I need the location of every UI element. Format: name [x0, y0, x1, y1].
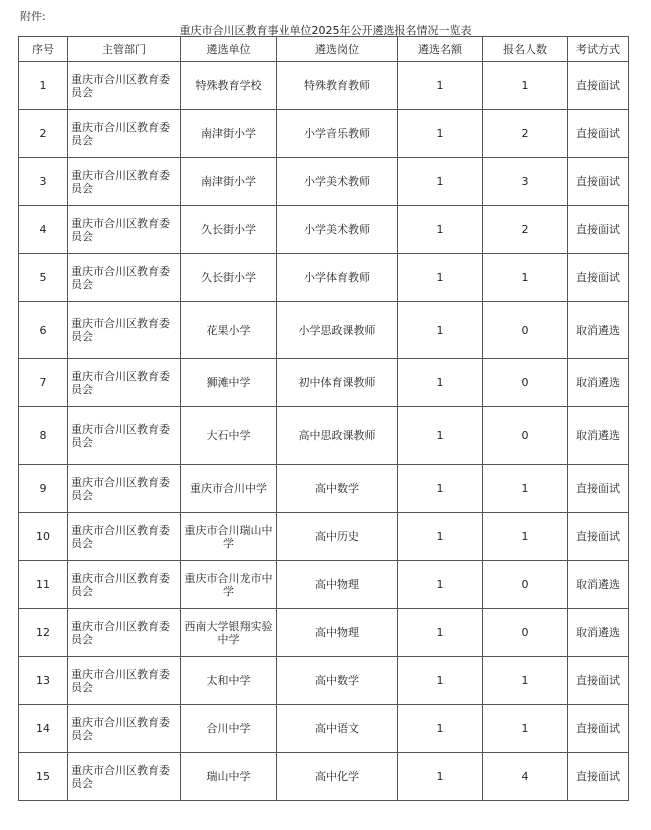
cell-applicants: 1: [483, 62, 568, 110]
cell-post: 小学体育教师: [277, 254, 398, 302]
table-row: [19, 62, 629, 110]
cell-quota: 1: [398, 609, 483, 657]
cell-serial: 5: [19, 254, 68, 302]
table-row: [19, 753, 629, 801]
cell-serial: 1: [19, 62, 68, 110]
cell-department: 重庆市合川区教育委员会: [68, 158, 181, 206]
cell-unit: 西南大学银翔实验中学: [181, 609, 277, 657]
cell-serial: 2: [19, 110, 68, 158]
cell-unit: 久长街小学: [181, 254, 277, 302]
cell-applicants: 1: [483, 254, 568, 302]
cell-department: 重庆市合川区教育委员会: [68, 465, 181, 513]
cell-exam-method: 直接面试: [568, 753, 629, 801]
cell-unit: 瑞山中学: [181, 753, 277, 801]
cell-quota: 1: [398, 753, 483, 801]
cell-department: 重庆市合川区教育委员会: [68, 705, 181, 753]
table-row: [19, 657, 629, 705]
table-row: [19, 407, 629, 465]
table-body: [19, 62, 629, 801]
cell-unit: 久长街小学: [181, 206, 277, 254]
table-header-row: [19, 37, 629, 62]
cell-post: 高中物理: [277, 561, 398, 609]
cell-department: 重庆市合川区教育委员会: [68, 657, 181, 705]
cell-unit: 重庆市合川中学: [181, 465, 277, 513]
cell-department: 重庆市合川区教育委员会: [68, 62, 181, 110]
table-row: [19, 206, 629, 254]
cell-applicants: 0: [483, 407, 568, 465]
cell-quota: 1: [398, 110, 483, 158]
cell-post: 特殊教育教师: [277, 62, 398, 110]
header-applicants: 报名人数: [483, 37, 568, 62]
cell-unit: 狮滩中学: [181, 359, 277, 407]
header-department: 主管部门: [68, 37, 181, 62]
table-row: [19, 513, 629, 561]
cell-exam-method: 直接面试: [568, 705, 629, 753]
cell-department: 重庆市合川区教育委员会: [68, 753, 181, 801]
cell-unit: 重庆市合川龙市中学: [181, 561, 277, 609]
cell-quota: 1: [398, 705, 483, 753]
cell-quota: 1: [398, 254, 483, 302]
table-row: [19, 302, 629, 359]
cell-post: 高中语文: [277, 705, 398, 753]
table-row: [19, 705, 629, 753]
table-row: [19, 110, 629, 158]
cell-quota: 1: [398, 359, 483, 407]
cell-unit: 合川中学: [181, 705, 277, 753]
cell-exam-method: 取消遴选: [568, 561, 629, 609]
cell-applicants: 4: [483, 753, 568, 801]
cell-applicants: 2: [483, 110, 568, 158]
cell-quota: 1: [398, 158, 483, 206]
table-row: [19, 561, 629, 609]
cell-quota: 1: [398, 302, 483, 359]
cell-applicants: 0: [483, 302, 568, 359]
cell-department: 重庆市合川区教育委员会: [68, 302, 181, 359]
cell-applicants: 0: [483, 561, 568, 609]
cell-serial: 4: [19, 206, 68, 254]
cell-serial: 12: [19, 609, 68, 657]
header-post: 遴选岗位: [277, 37, 398, 62]
cell-serial: 7: [19, 359, 68, 407]
cell-unit: 南津街小学: [181, 110, 277, 158]
table-row: [19, 359, 629, 407]
cell-post: 初中体育课教师: [277, 359, 398, 407]
cell-serial: 15: [19, 753, 68, 801]
cell-post: 小学音乐教师: [277, 110, 398, 158]
cell-serial: 14: [19, 705, 68, 753]
cell-unit: 重庆市合川瑞山中学: [181, 513, 277, 561]
cell-post: 高中数学: [277, 657, 398, 705]
header-quota: 遴选名额: [398, 37, 483, 62]
cell-department: 重庆市合川区教育委员会: [68, 206, 181, 254]
cell-quota: 1: [398, 407, 483, 465]
cell-department: 重庆市合川区教育委员会: [68, 254, 181, 302]
cell-quota: 1: [398, 561, 483, 609]
cell-department: 重庆市合川区教育委员会: [68, 609, 181, 657]
cell-department: 重庆市合川区教育委员会: [68, 407, 181, 465]
cell-department: 重庆市合川区教育委员会: [68, 513, 181, 561]
cell-quota: 1: [398, 657, 483, 705]
cell-unit: 南津街小学: [181, 158, 277, 206]
table-row: [19, 254, 629, 302]
cell-serial: 6: [19, 302, 68, 359]
cell-post: 高中历史: [277, 513, 398, 561]
cell-applicants: 2: [483, 206, 568, 254]
cell-exam-method: 直接面试: [568, 513, 629, 561]
table-row: [19, 465, 629, 513]
cell-post: 高中思政课教师: [277, 407, 398, 465]
cell-post: 高中数学: [277, 465, 398, 513]
header-exam-method: 考试方式: [568, 37, 629, 62]
cell-serial: 11: [19, 561, 68, 609]
cell-exam-method: 直接面试: [568, 62, 629, 110]
cell-quota: 1: [398, 62, 483, 110]
cell-applicants: 0: [483, 609, 568, 657]
cell-quota: 1: [398, 513, 483, 561]
cell-applicants: 1: [483, 513, 568, 561]
cell-post: 小学美术教师: [277, 158, 398, 206]
cell-serial: 8: [19, 407, 68, 465]
cell-department: 重庆市合川区教育委员会: [68, 110, 181, 158]
cell-exam-method: 直接面试: [568, 465, 629, 513]
cell-exam-method: 取消遴选: [568, 359, 629, 407]
cell-applicants: 3: [483, 158, 568, 206]
attachment-label: 附件:: [20, 10, 46, 23]
cell-exam-method: 直接面试: [568, 254, 629, 302]
cell-exam-method: 取消遴选: [568, 609, 629, 657]
cell-quota: 1: [398, 465, 483, 513]
cell-department: 重庆市合川区教育委员会: [68, 359, 181, 407]
cell-post: 高中化学: [277, 753, 398, 801]
cell-unit: 花果小学: [181, 302, 277, 359]
cell-exam-method: 取消遴选: [568, 302, 629, 359]
header-serial: 序号: [19, 37, 68, 62]
cell-exam-method: 取消遴选: [568, 407, 629, 465]
cell-applicants: 0: [483, 359, 568, 407]
cell-post: 小学思政课教师: [277, 302, 398, 359]
table-row: [19, 609, 629, 657]
cell-applicants: 1: [483, 705, 568, 753]
table-row: [19, 158, 629, 206]
cell-exam-method: 直接面试: [568, 158, 629, 206]
cell-exam-method: 直接面试: [568, 206, 629, 254]
header-unit: 遴选单位: [181, 37, 277, 62]
cell-quota: 1: [398, 206, 483, 254]
cell-serial: 13: [19, 657, 68, 705]
cell-post: 小学美术教师: [277, 206, 398, 254]
cell-exam-method: 直接面试: [568, 657, 629, 705]
cell-applicants: 1: [483, 465, 568, 513]
cell-post: 高中物理: [277, 609, 398, 657]
cell-unit: 特殊教育学校: [181, 62, 277, 110]
cell-serial: 10: [19, 513, 68, 561]
cell-department: 重庆市合川区教育委员会: [68, 561, 181, 609]
cell-applicants: 1: [483, 657, 568, 705]
page-title: 重庆市合川区教育事业单位2025年公开遴选报名情况一览表: [179, 24, 472, 37]
cell-serial: 3: [19, 158, 68, 206]
cell-serial: 9: [19, 465, 68, 513]
registration-table: [18, 36, 629, 801]
cell-exam-method: 直接面试: [568, 110, 629, 158]
cell-unit: 大石中学: [181, 407, 277, 465]
cell-unit: 太和中学: [181, 657, 277, 705]
